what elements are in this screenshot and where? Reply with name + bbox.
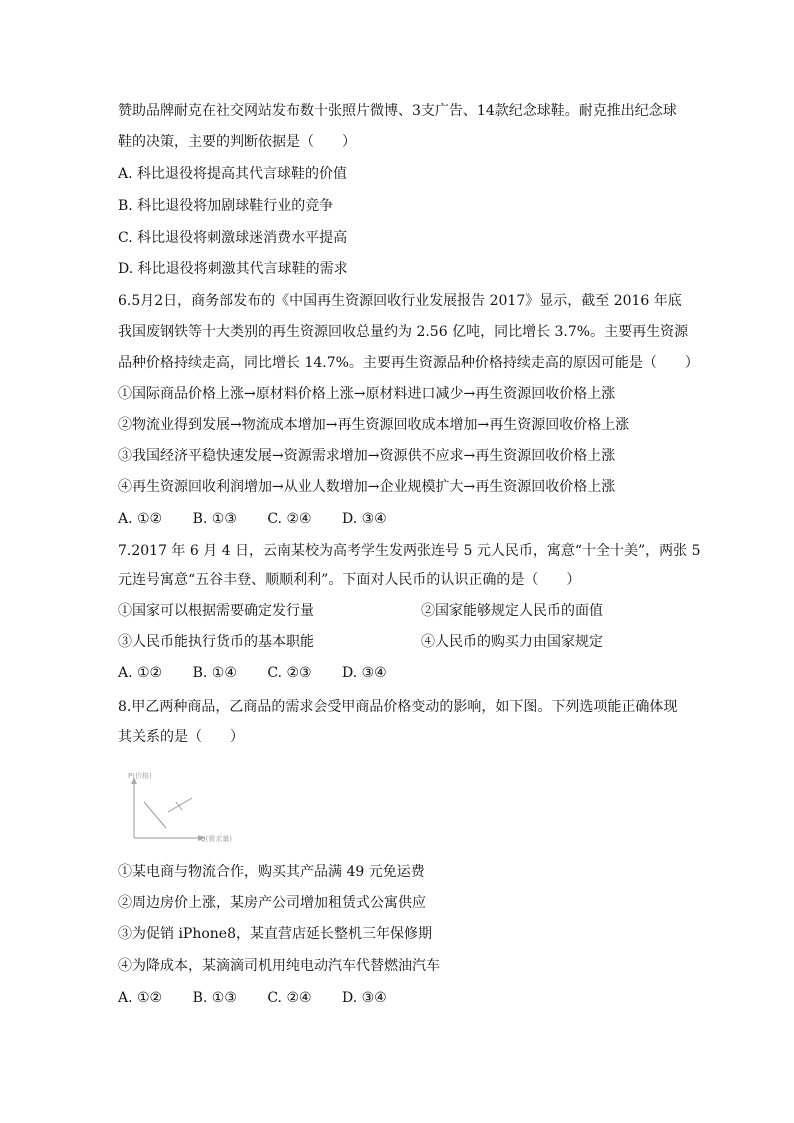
q6-choice-c: C. ②④ <box>267 511 312 527</box>
q6-item-2: ②物流业得到发展→物流成本增加→再生资源回收成本增加→再生资源回收价格上涨 <box>118 417 630 433</box>
q7-item-1: ①国家可以根据需要确定发行量 <box>118 603 314 619</box>
q8-choice-d: D. ③④ <box>342 990 387 1006</box>
q8-item-3: ③为促销 iPhone8，某直营店延长整机三年保修期 <box>118 926 433 942</box>
graph-x-label: Q(需求量) <box>200 835 232 843</box>
q7-choice-a: A. ①② <box>118 665 163 681</box>
q7-choice-b: B. ①④ <box>192 665 237 681</box>
q6-item-4: ④再生资源回收利润增加→从业人数增加→企业规模扩大→再生资源回收价格上涨 <box>118 479 616 495</box>
q8-choice-c: C. ②④ <box>267 990 312 1006</box>
q7-item-2: ②国家能够规定人民币的面值 <box>421 603 603 619</box>
q8-stem-line1: 8.甲乙两种商品，乙商品的需求会受甲商品价格变动的影响，如下图。下列选项能正确体现 <box>118 699 678 715</box>
q5-stem-line1: 赞助品牌耐克在社交网站发布数十张照片微博、3支广告、14款纪念球鞋。耐克推出纪念球 <box>118 103 677 119</box>
q6-stem-line2: 我国废钢铁等十大类别的再生资源回收总量约为 2.56 亿吨，同比增长 3.7%。主要再生资源 <box>118 324 689 340</box>
q8-choice-a: A. ①② <box>118 990 163 1006</box>
q5-option-a: A. 科比退役将提高其代言球鞋的价值 <box>118 166 348 182</box>
graph-mark <box>176 802 182 810</box>
q7-choice-c: C. ②③ <box>267 665 312 681</box>
q8-choice-b: B. ①③ <box>192 990 237 1006</box>
q6-stem-line3: 品种价格持续走高，同比增长 14.7%。主要再生资源品种价格持续走高的原因可能是（ ） <box>118 355 699 371</box>
q8-item-1: ①某电商与物流合作，购买其产品满 49 元免运费 <box>118 864 425 880</box>
graph-curve-line <box>168 798 192 812</box>
q8-item-4: ④为降成本，某滴滴司机用纯电动汽车代替燃油汽车 <box>118 958 440 974</box>
q6-choice-a: A. ①② <box>118 511 163 527</box>
q7-choice-d: D. ③④ <box>342 665 387 681</box>
q5-option-b: B. 科比退役将加剧球鞋行业的竞争 <box>118 198 334 214</box>
q5-stem-line2: 鞋的决策，主要的判断依据是（ ） <box>118 134 356 150</box>
q6-stem-line1: 6.5月2日，商务部发布的《中国再生资源回收行业发展报告 2017》显示，截至 2016 年底 <box>118 293 682 309</box>
graph-demand-line <box>144 802 166 828</box>
q7-stem-line2: 元连号寓意“五谷丰登、顺顺利利”。下面对人民币的认识正确的是（ ） <box>118 572 581 588</box>
q6-item-1: ①国际商品价格上涨→原材料价格上涨→原材料进口减少→再生资源回收价格上涨 <box>118 386 616 402</box>
q7-item-3: ③人民币能执行货币的基本职能 <box>118 634 314 650</box>
q6-choice-b: B. ①③ <box>192 511 237 527</box>
q7-stem-line1: 7.2017 年 6 月 4 日，云南某校为高考学生发两张连号 5 元人民币，寓意“十全十美”，两张 5 <box>118 543 701 559</box>
q6-choice-d: D. ③④ <box>342 511 387 527</box>
q6-choices <box>118 509 413 529</box>
q8-stem-line2: 其关系的是（ ） <box>118 729 244 745</box>
graph-y-label: P(价格) <box>128 772 152 780</box>
price-demand-graph <box>128 772 238 844</box>
q7-item-4: ④人民币的购买力由国家规定 <box>421 634 603 650</box>
q6-item-3: ③我国经济平稳快速发展→资源需求增加→资源供不应求→再生资源回收价格上涨 <box>118 448 616 464</box>
q5-option-c: C. 科比退役将刺激球迷消费水平提高 <box>118 230 348 246</box>
q8-item-2: ②周边房价上涨，某房产公司增加租赁式公寓供应 <box>118 895 426 911</box>
q7-choices <box>118 663 413 683</box>
q5-option-d: D. 科比退役将刺激其代言球鞋的需求 <box>118 261 348 277</box>
q8-choices <box>118 988 413 1008</box>
